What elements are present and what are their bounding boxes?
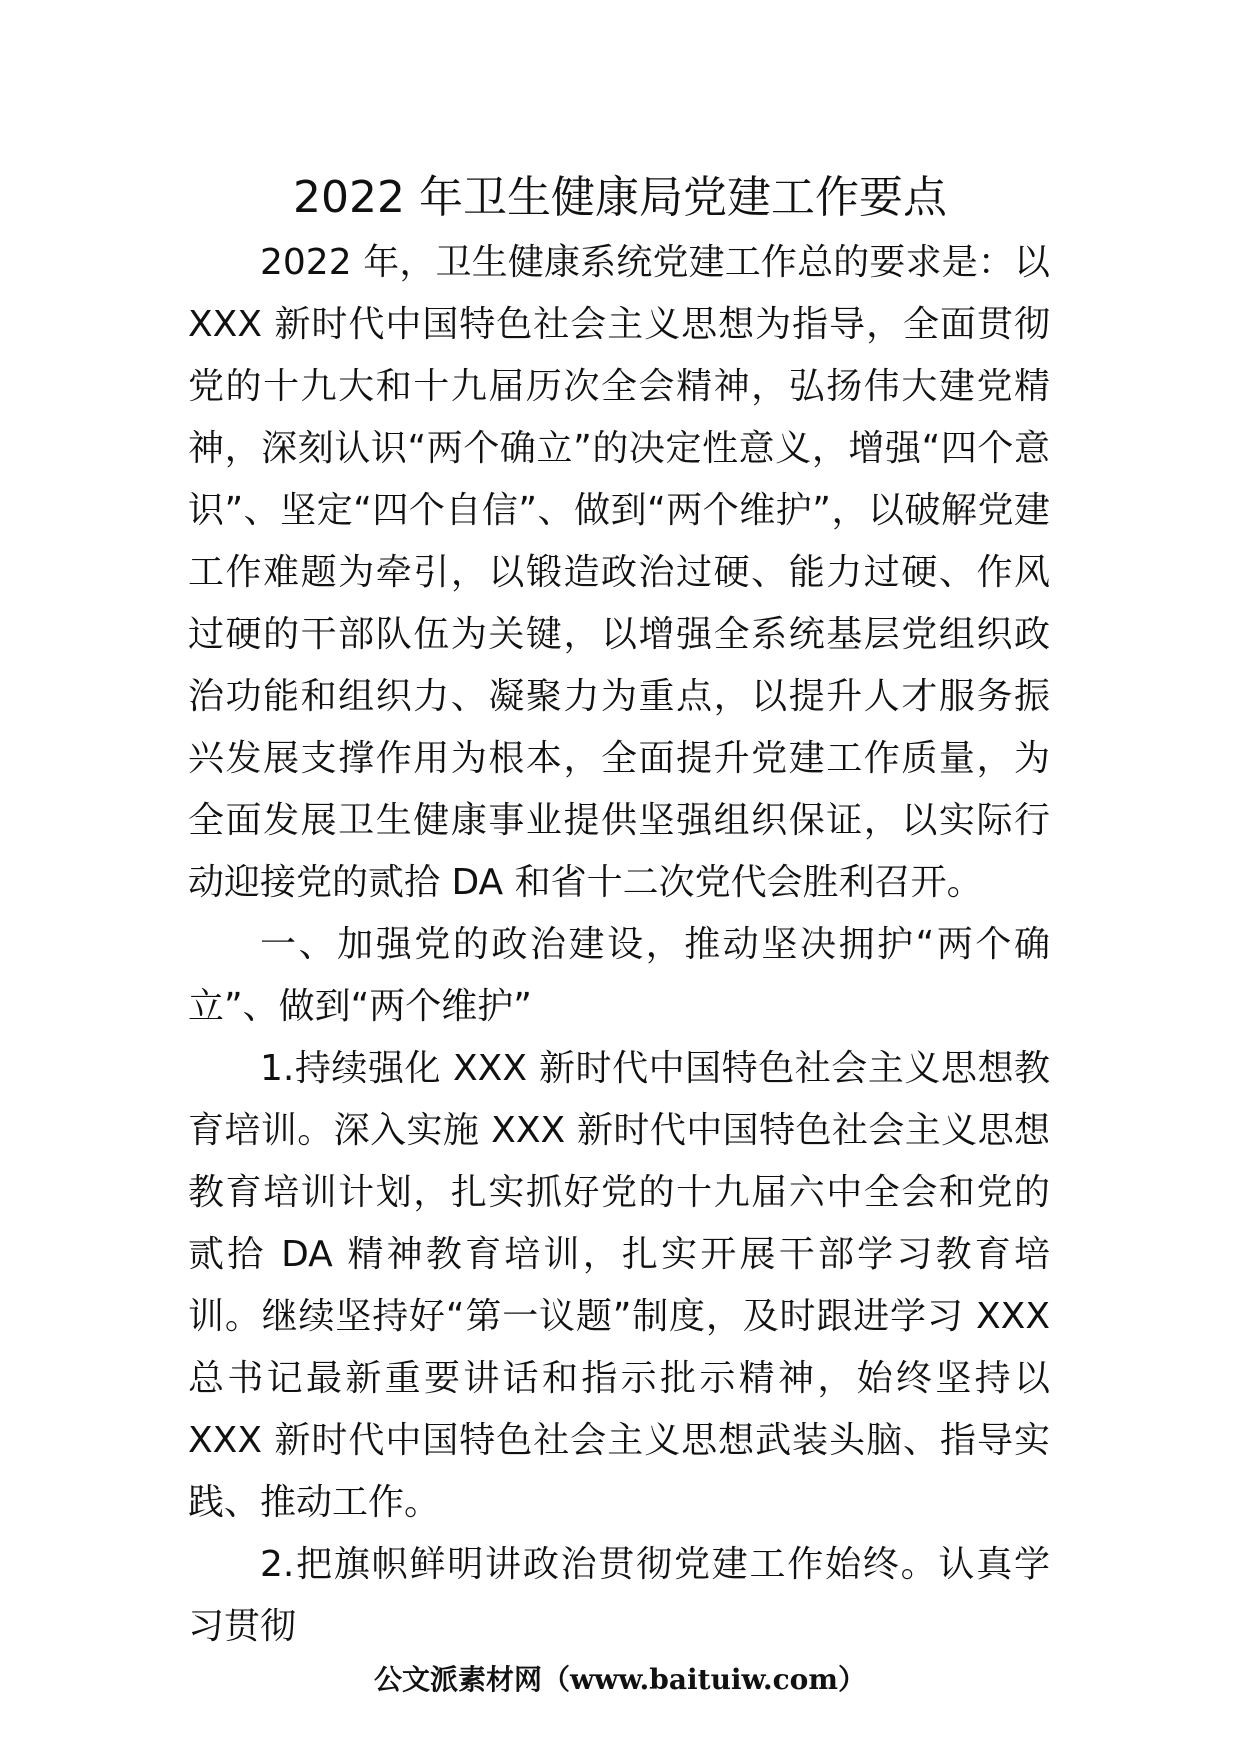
document-body <box>188 232 1050 1658</box>
section-heading-1: 一、加强党的政治建设，推动坚决拥护“两个确立”、做到“两个维护” <box>188 924 1050 1027</box>
paragraph-item-2: 2.把旗帜鲜明讲政治贯彻党建工作始终。认真学习贯彻 <box>188 1544 1050 1647</box>
footer-watermark: 公文派素材网（www.baituiw.com） <box>374 1663 866 1696</box>
paragraph-intro: 2022 年，卫生健康系统党建工作总的要求是：以 XXX 新时代中国特色社会主义思想为指导，全面贯彻党的十九大和十九届历次全会精神，弘扬伟大建党精神，深刻认识“两个确立”的决定性意义，增强“四个意识”、坚定“四个自信”、做到“两个维护”，以破解党建工作难题为牵引，以锻造政治过硬、能力过硬、作风过硬的干部队伍为关键，以增强全系统基层党组织政治功能和组织力、凝聚力为重点，以提升人才服务振兴发展支撑作用为根本，全面提升党建工作质量，为全面发展卫生健康事业提供坚强组织保证，以实际行动迎接党的贰拾 DA 和省十二次党代会胜利召开。 <box>188 242 1050 903</box>
paragraph-item-1: 1.持续强化 XXX 新时代中国特色社会主义思想教育培训。深入实施 XXX 新时代中国特色社会主义思想教育培训计划，扎实抓好党的十九届六中全会和党的贰拾 DA 精神教育培训，扎实开展干部学习教育培训。继续坚持好“第一议题”制度，及时跟进学习 XXX 总书记最新重要讲话和指示批示精神，始终坚持以 XXX 新时代中国特色社会主义思想武装头脑、指导实践、推动工作。 <box>188 1048 1050 1523</box>
document-title: 2022 年卫生健康局党建工作要点 <box>293 172 947 223</box>
